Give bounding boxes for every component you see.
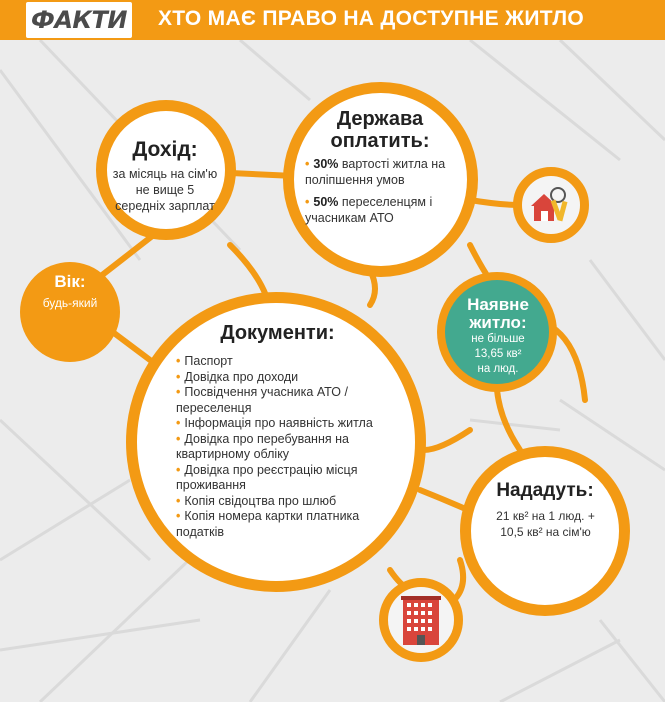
documents-title: Документи: xyxy=(220,322,335,344)
give-line: 10,5 кв² на сім'ю xyxy=(500,525,591,539)
bullet-icon: • xyxy=(176,416,181,430)
house-keys-icon xyxy=(522,176,580,234)
building-bubble xyxy=(379,578,463,662)
state-item-text: вартості житла на поліпшення умов xyxy=(305,157,446,187)
bullet-icon: • xyxy=(176,431,181,446)
state-item-percent: 50% xyxy=(313,195,339,209)
bullet-icon: • xyxy=(176,369,181,384)
bullet-icon: • xyxy=(305,195,310,209)
give-title: Нададуть: xyxy=(496,480,594,501)
state-list xyxy=(305,156,465,232)
bullet-icon: • xyxy=(176,509,181,523)
state-item-text: переселенцям і учасникам АТО xyxy=(305,195,433,225)
apartment-building-icon xyxy=(388,587,454,653)
age-text: будь-який xyxy=(42,296,98,310)
state-item-percent: 30% xyxy=(313,157,339,171)
income-line: середніх зарплат xyxy=(115,199,215,213)
document-item: • Довідка про перебування на квартирному обліку xyxy=(176,431,349,461)
state-item xyxy=(305,156,465,188)
age-title: Вік: xyxy=(54,272,86,291)
bullet-icon: • xyxy=(176,493,181,508)
income-title: Дохід: xyxy=(132,138,198,161)
keys-bubble xyxy=(513,167,589,243)
document-item: • Паспорт xyxy=(176,354,233,368)
document-item: • Інформація про наявність житла xyxy=(176,416,373,430)
bullet-icon: • xyxy=(176,385,181,399)
housing-text xyxy=(446,332,550,377)
state-item xyxy=(305,194,465,226)
housing-line: не більше xyxy=(471,333,525,345)
document-item: • Копія номера картки платника податків xyxy=(176,509,360,539)
document-item: • Довідка про доходи xyxy=(176,369,299,384)
logo-text: ФАКТИ xyxy=(31,6,127,34)
give-line: 21 кв² на 1 люд. + xyxy=(496,509,595,523)
document-item: • Посвідчення учасника АТО / переселенця xyxy=(176,385,348,415)
bullet-icon: • xyxy=(176,462,181,477)
bullet-icon: • xyxy=(305,157,310,171)
bullet-icon: • xyxy=(176,354,181,368)
documents-list xyxy=(176,354,390,540)
page-title: ХТО МАЄ ПРАВО НА ДОСТУПНЕ ЖИТЛО xyxy=(158,7,584,30)
housing-line: 13,65 кв² xyxy=(474,348,522,360)
income-line: за місяць на сім'ю xyxy=(112,167,218,181)
housing-line: на люд. xyxy=(477,363,519,375)
header-bar xyxy=(0,0,665,40)
income-line: не вище 5 xyxy=(135,183,195,197)
state-title: Держава оплатить: xyxy=(330,108,430,152)
logo xyxy=(26,2,132,38)
document-item: • Довідка про реєстрацію місця проживання xyxy=(176,462,358,492)
document-item: • Копія свідоцтва про шлюб xyxy=(176,493,337,508)
income-text xyxy=(105,166,225,214)
give-text xyxy=(478,508,613,540)
housing-title: Наявне житло: xyxy=(467,295,529,332)
